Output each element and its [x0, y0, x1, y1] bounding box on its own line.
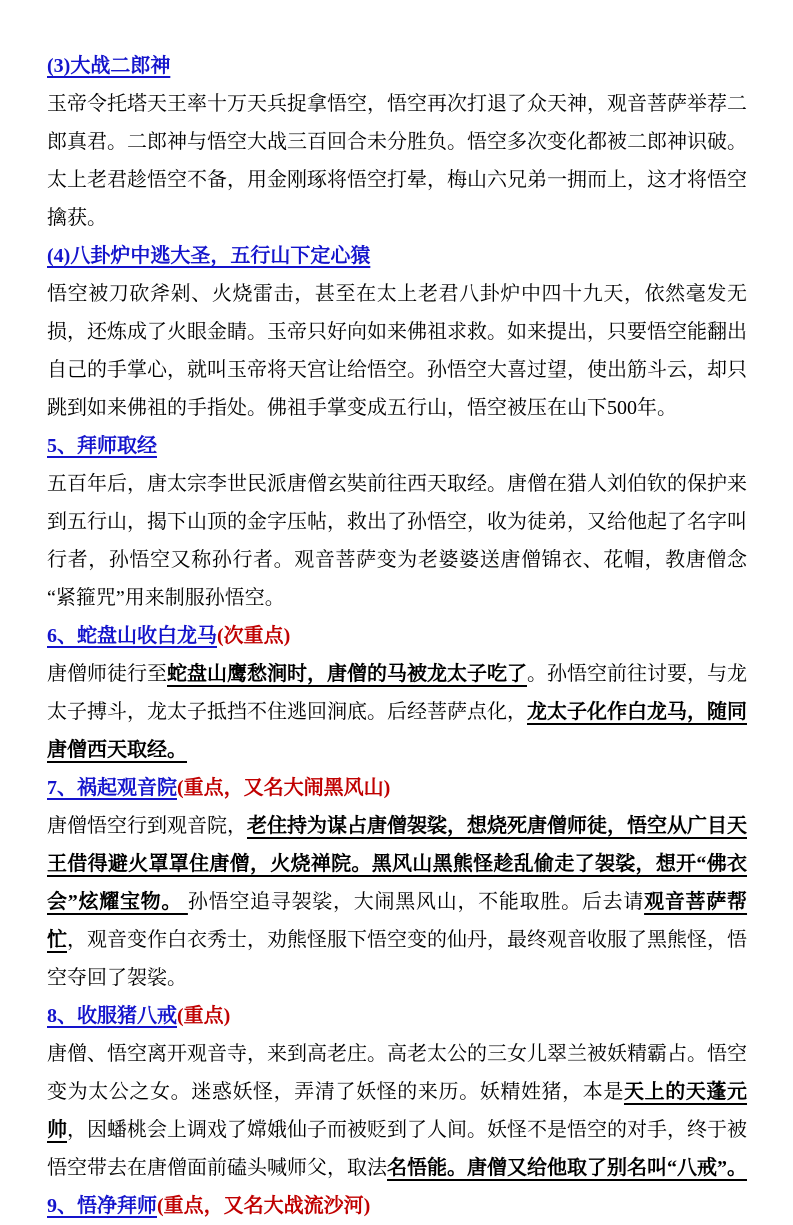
story-section — [47, 427, 747, 617]
body-text: 孙悟空追寻袈裟，大闹黑风山，不能取胜。后去请 — [187, 891, 645, 913]
story-section — [47, 1187, 747, 1225]
body-text: 唐僧悟空行到观音院， — [47, 815, 247, 837]
body-text: 五百年后，唐太宗李世民派唐僧玄奘前往西天取经。唐僧在猎人刘伯钦的保护来到五行山，揭下山顶的金字压帖，救出了孙悟空，收为徒弟，又给他起了名字叫行者，孙悟空又称孙行者。观音菩萨变为老婆婆送唐僧锦衣、花帽，教唐僧念“紧箍咒”用来制服孙悟空。 — [47, 473, 747, 609]
section-heading-annotation: (重点，又名大闹黑风山) — [177, 777, 391, 799]
body-text: ，观音变作白衣秀士，劝熊怪服下悟空变的仙丹，最终观音收服了黑熊怪，悟空夺回了袈裟。 — [47, 929, 747, 989]
section-heading-link[interactable]: 8、收服猪八戒 — [47, 1005, 177, 1027]
body-text: 悟空被刀砍斧剁、火烧雷击，甚至在太上老君八卦炉中四十九天，依然毫发无损，还炼成了火眼金睛。玉帝只好向如来佛祖求救。如来提出，只要悟空能翻出自己的手掌心，就叫玉帝将天宫让给悟空。孙悟空大喜过望，使出筋斗云，却只跳到如来佛祖的手指处。佛祖手掌变成五行山，悟空被压在山下500年。 — [47, 283, 747, 419]
body-text: ，因蟠桃会上调戏了嫦娥仙子而被贬到了人间。妖怪不是悟空的对手，终于被悟空带去在唐僧面前磕头喊师父，取法 — [47, 1119, 747, 1179]
section-heading — [47, 997, 747, 1035]
emphasis-text: 名悟能。唐僧又给他取了别名叫“八戒”。 — [387, 1157, 747, 1179]
section-paragraph — [47, 465, 747, 617]
section-heading-link[interactable]: (3)大战二郎神 — [47, 55, 171, 77]
body-text: 。孙悟空前往讨要，与龙太子搏斗，龙太子抵挡不住逃回涧底。后经菩萨点化， — [47, 663, 747, 723]
body-text: 玉帝令托塔天王率十万天兵捉拿悟空，悟空再次打退了众天神，观音菩萨举荐二郎真君。二郎神与悟空大战三百回合未分胜负。悟空多次变化都被二郎神识破。太上老君趁悟空不备，用金刚琢将悟空打晕，梅山六兄弟一拥而上，这才将悟空擒获。 — [47, 93, 747, 229]
body-text: 唐僧师徒行至 — [47, 663, 167, 685]
emphasis-text: 天上的天蓬元帅 — [47, 1081, 748, 1141]
section-heading — [47, 427, 747, 465]
section-heading-link[interactable]: 7、祸起观音院 — [47, 777, 177, 799]
document-body — [47, 47, 747, 1225]
story-section — [47, 47, 747, 237]
story-section — [47, 237, 747, 427]
section-paragraph — [47, 655, 747, 769]
section-heading-annotation: (重点，又名大战流沙河) — [157, 1195, 371, 1217]
emphasis-text: 龙太子化作白龙马，随同唐僧西天取经。 — [47, 701, 747, 761]
section-heading-annotation: (重点) — [177, 1005, 231, 1027]
section-paragraph — [47, 275, 747, 427]
emphasis-text: 观音菩萨帮忙 — [47, 891, 748, 951]
section-heading — [47, 769, 747, 807]
story-section — [47, 997, 747, 1187]
section-heading — [47, 1187, 747, 1225]
section-heading-annotation: (次重点) — [217, 625, 291, 647]
body-text: 唐僧、悟空离开观音寺，来到高老庄。高老太公的三女儿翠兰被妖精霸占。悟空变为太公之女。迷惑妖怪，弄清了妖怪的来历。妖精姓猪，本是 — [47, 1043, 747, 1103]
emphasis-text: 蛇盘山鹰愁涧时，唐僧的马被龙太子吃了 — [167, 663, 527, 685]
section-heading-link[interactable]: 9、悟净拜师 — [47, 1195, 157, 1217]
emphasis-text: 老住持为谋占唐僧袈裟，想烧死唐僧师徒，悟空从广目天王借得避火罩罩住唐僧，火烧禅院。黑风山黑熊怪趁乱偷走了袈裟，想开“佛衣会”炫耀宝物。 — [47, 815, 747, 913]
story-section — [47, 617, 747, 769]
section-heading — [47, 237, 747, 275]
section-paragraph — [47, 1035, 747, 1187]
section-paragraph — [47, 85, 747, 237]
section-heading — [47, 617, 747, 655]
section-heading-link[interactable]: (4)八卦炉中逃大圣，五行山下定心猿 — [47, 245, 371, 267]
section-heading-link[interactable]: 6、蛇盘山收白龙马 — [47, 625, 217, 647]
section-paragraph — [47, 807, 747, 997]
story-section — [47, 769, 747, 997]
section-heading — [47, 47, 747, 85]
section-heading-link[interactable]: 5、拜师取经 — [47, 435, 157, 457]
